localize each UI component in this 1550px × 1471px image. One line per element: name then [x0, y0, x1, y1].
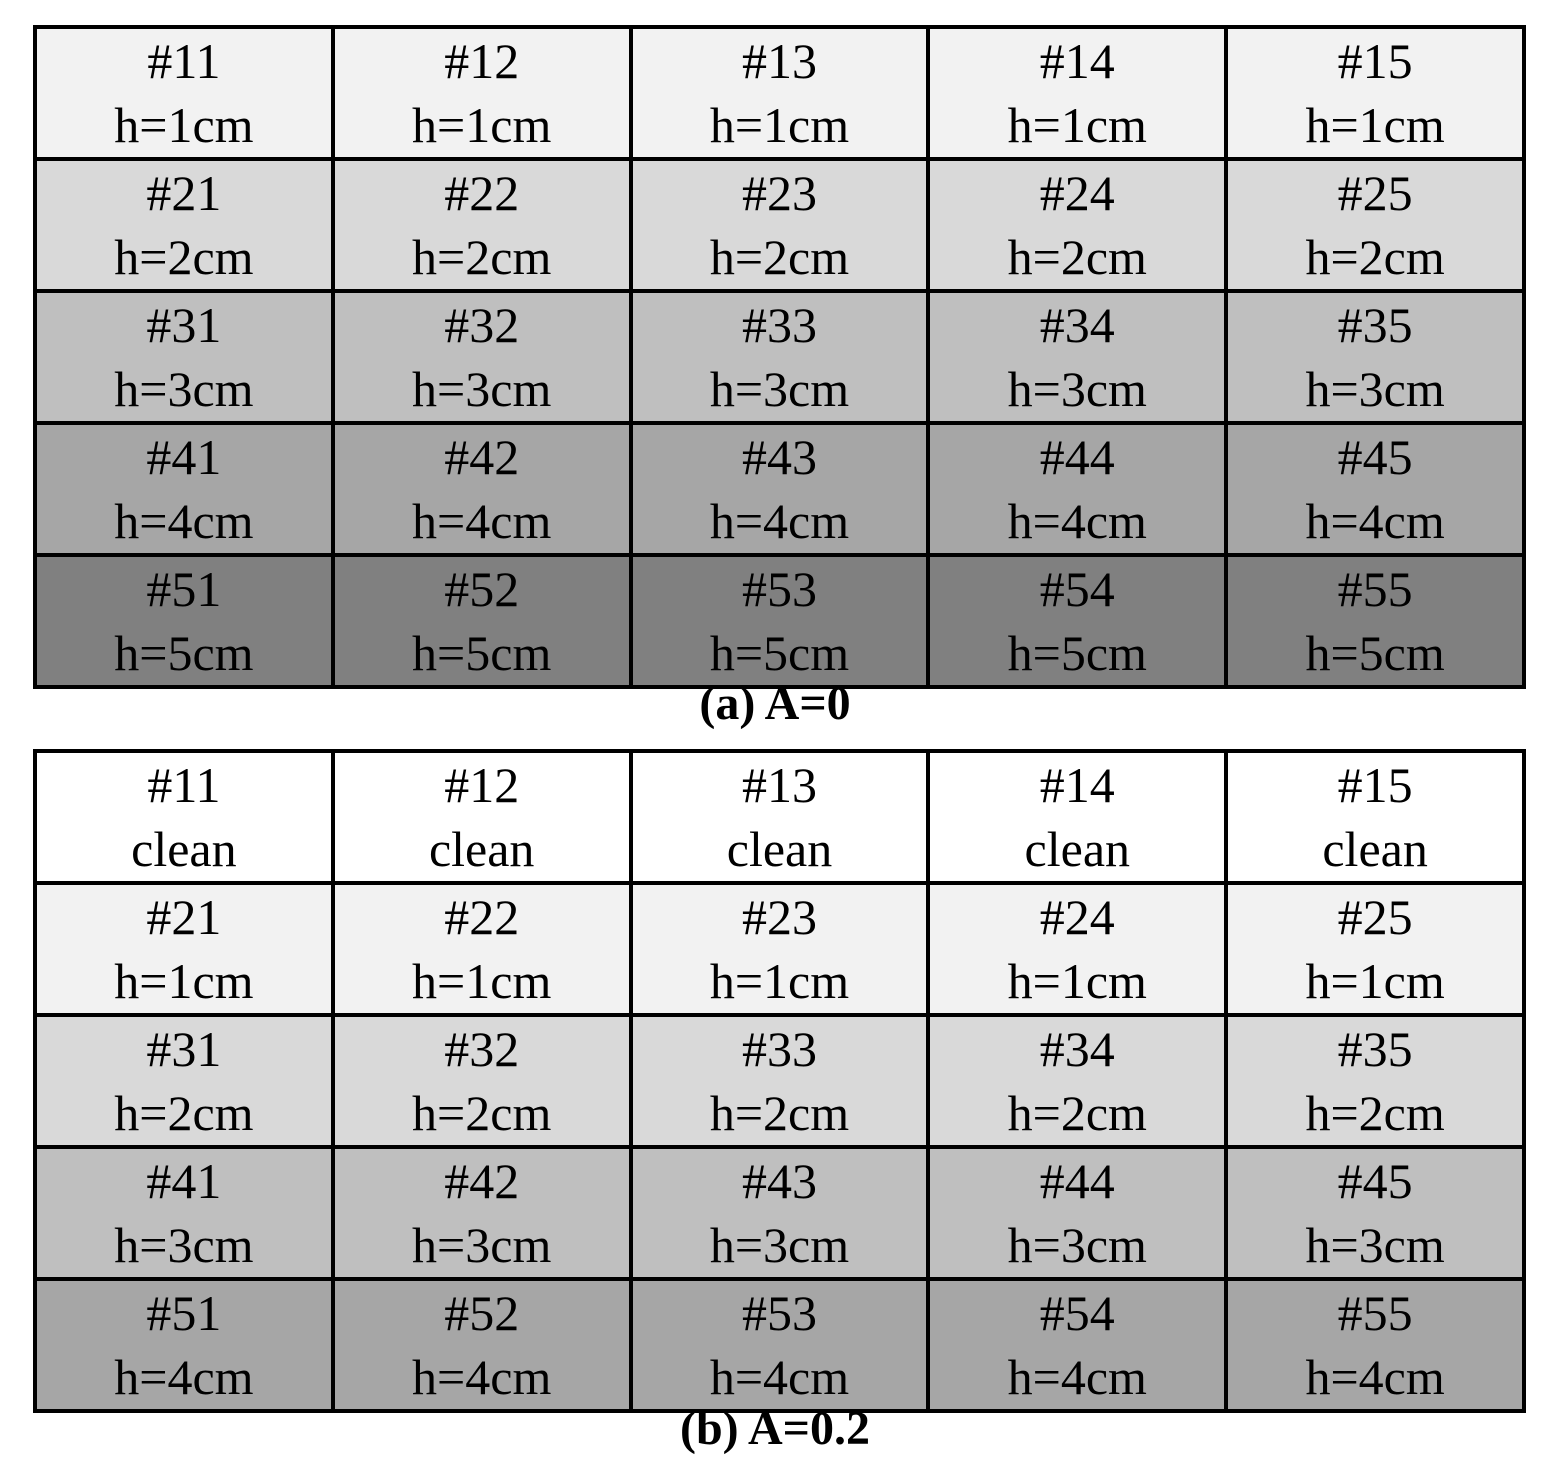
- cell-id: #44: [1039, 429, 1115, 485]
- grid-cell: [928, 555, 1226, 687]
- cell-label: h=3cm: [412, 361, 552, 417]
- cell-id: #42: [444, 1153, 520, 1209]
- cell-id: #13: [741, 33, 817, 89]
- cell-label: h=4cm: [1007, 493, 1147, 549]
- cell-label: h=3cm: [114, 361, 254, 417]
- cell-id: #34: [1039, 297, 1115, 353]
- cell-id: #32: [444, 297, 520, 353]
- grid-row: [35, 423, 1524, 555]
- cell-id: #22: [444, 889, 520, 945]
- grid-cell: [928, 1147, 1226, 1279]
- grid-cell: [1226, 883, 1524, 1015]
- grid-cell: [35, 883, 333, 1015]
- cell-label: h=4cm: [412, 1349, 552, 1405]
- cell-id: #12: [444, 757, 520, 813]
- cell-id: #44: [1039, 1153, 1115, 1209]
- grid-cell: [928, 159, 1226, 291]
- grid-cell: [928, 423, 1226, 555]
- cell-id: #33: [741, 297, 817, 353]
- cell-label: h=2cm: [1007, 229, 1147, 285]
- cell-id: #42: [444, 429, 520, 485]
- grid-cell: [631, 159, 929, 291]
- grid-cell: [35, 423, 333, 555]
- grid-cell: [1226, 555, 1524, 687]
- cell-id: #23: [741, 165, 817, 221]
- cell-id: #34: [1039, 1021, 1115, 1077]
- grid-cell: [928, 1279, 1226, 1411]
- cell-id: #13: [741, 757, 817, 813]
- grid-cell: [631, 423, 929, 555]
- cell-label: h=5cm: [709, 625, 850, 681]
- cell-label: h=2cm: [412, 229, 552, 285]
- cell-id: #21: [146, 165, 222, 221]
- grid-cell: [333, 751, 631, 883]
- cell-label: h=1cm: [114, 97, 254, 153]
- grid-cell: [333, 27, 631, 159]
- cell-label: h=4cm: [114, 493, 254, 549]
- cell-label: h=5cm: [1305, 625, 1445, 681]
- cell-label: h=1cm: [1007, 953, 1147, 1009]
- grid-cell: [35, 291, 333, 423]
- cell-label: h=4cm: [709, 1349, 850, 1405]
- cell-id: #31: [146, 1021, 222, 1077]
- cell-id: #15: [1337, 757, 1413, 813]
- grid-row: [35, 751, 1524, 883]
- cell-label: h=1cm: [709, 953, 850, 1009]
- cell-id: #11: [147, 757, 221, 813]
- grid-cell: [1226, 1147, 1524, 1279]
- grid-cell: [1226, 1015, 1524, 1147]
- cell-label: h=3cm: [1305, 1217, 1445, 1273]
- grid-cell: [631, 27, 929, 159]
- cell-label: h=1cm: [114, 953, 254, 1009]
- cell-id: #45: [1337, 429, 1413, 485]
- grid-cell: [928, 1015, 1226, 1147]
- grid-cell: [1226, 27, 1524, 159]
- cell-label: h=2cm: [1305, 229, 1445, 285]
- cell-id: #51: [146, 561, 222, 617]
- cell-id: #41: [146, 1153, 222, 1209]
- cell-id: #43: [741, 429, 817, 485]
- cell-id: #45: [1337, 1153, 1413, 1209]
- cell-id: #43: [741, 1153, 817, 1209]
- cell-id: #33: [741, 1021, 817, 1077]
- cell-label: h=5cm: [412, 625, 552, 681]
- cell-id: #25: [1337, 165, 1413, 221]
- grid-cell: [1226, 1279, 1524, 1411]
- cell-label: h=1cm: [1305, 97, 1445, 153]
- cell-label: h=4cm: [1305, 1349, 1445, 1405]
- cell-id: #15: [1337, 33, 1413, 89]
- grid-cell: [35, 555, 333, 687]
- cell-id: #24: [1039, 165, 1115, 221]
- cell-label: h=4cm: [412, 493, 552, 549]
- cell-id: #12: [444, 33, 520, 89]
- cell-id: #52: [444, 561, 520, 617]
- grid-cell: [333, 555, 631, 687]
- grid-row: [35, 1279, 1524, 1411]
- cell-label: h=2cm: [412, 1085, 552, 1141]
- grid-cell: [333, 1015, 631, 1147]
- cell-label: clean: [1322, 821, 1428, 877]
- grid-cell: [333, 1279, 631, 1411]
- cell-label: clean: [1024, 821, 1131, 877]
- cell-id: #35: [1337, 297, 1413, 353]
- grid-cell: [35, 27, 333, 159]
- grid-cell: [333, 159, 631, 291]
- grid-row: [35, 291, 1524, 423]
- cell-id: #53: [741, 1285, 817, 1341]
- cell-label: h=3cm: [1007, 361, 1147, 417]
- cell-label: h=2cm: [709, 229, 850, 285]
- cell-id: #14: [1039, 757, 1115, 813]
- cell-id: #32: [444, 1021, 520, 1077]
- cell-id: #55: [1337, 1285, 1413, 1341]
- cell-id: #54: [1039, 561, 1115, 617]
- caption-panel-b: (b) A=0.2: [679, 1402, 871, 1455]
- cell-label: h=4cm: [1007, 1349, 1147, 1405]
- cell-label: h=2cm: [114, 1085, 254, 1141]
- grid-cell: [631, 883, 929, 1015]
- grid-cell: [631, 1279, 929, 1411]
- grid-cell: [35, 159, 333, 291]
- grid-cell: [928, 291, 1226, 423]
- grid-cell: [35, 1015, 333, 1147]
- cell-label: h=3cm: [709, 361, 850, 417]
- cell-id: #54: [1039, 1285, 1115, 1341]
- grid-cell: [1226, 751, 1524, 883]
- cell-id: #24: [1039, 889, 1115, 945]
- cell-id: #14: [1039, 33, 1115, 89]
- cell-label: h=3cm: [1305, 361, 1445, 417]
- cell-id: #53: [741, 561, 817, 617]
- grid-row: [35, 1147, 1524, 1279]
- grid-row: [35, 1015, 1524, 1147]
- grid-cell: [333, 1147, 631, 1279]
- cell-label: h=2cm: [709, 1085, 850, 1141]
- cell-label: h=4cm: [1305, 493, 1445, 549]
- cell-label: h=1cm: [1007, 97, 1147, 153]
- cell-id: #41: [146, 429, 222, 485]
- cell-label: h=1cm: [709, 97, 850, 153]
- grid-row: [35, 159, 1524, 291]
- grid-row: [35, 883, 1524, 1015]
- grid-cell: [1226, 423, 1524, 555]
- grid-cell: [35, 1279, 333, 1411]
- cell-id: #55: [1337, 561, 1413, 617]
- cell-label: h=2cm: [114, 229, 254, 285]
- cell-label: h=5cm: [114, 625, 254, 681]
- cell-label: h=2cm: [1305, 1085, 1445, 1141]
- grid-cell: [631, 1147, 929, 1279]
- cell-label: h=3cm: [114, 1217, 254, 1273]
- cell-label: clean: [726, 821, 833, 877]
- grid-cell: [631, 555, 929, 687]
- cell-id: #51: [146, 1285, 222, 1341]
- grid-cell: [333, 291, 631, 423]
- cell-label: clean: [131, 821, 237, 877]
- cell-label: h=2cm: [1007, 1085, 1147, 1141]
- grid-cell: [631, 1015, 929, 1147]
- grid-cell: [928, 751, 1226, 883]
- grid-panel-a: [33, 25, 1526, 689]
- cell-id: #31: [146, 297, 222, 353]
- grid-cell: [928, 27, 1226, 159]
- cell-label: h=1cm: [1305, 953, 1445, 1009]
- grid-panel-b: [33, 749, 1526, 1413]
- cell-id: #25: [1337, 889, 1413, 945]
- cell-id: #21: [146, 889, 222, 945]
- cell-id: #22: [444, 165, 520, 221]
- grid-cell: [1226, 159, 1524, 291]
- grid-row: [35, 555, 1524, 687]
- cell-label: h=1cm: [412, 97, 552, 153]
- cell-label: h=5cm: [1007, 625, 1147, 681]
- grid-cell: [631, 751, 929, 883]
- cell-label: h=4cm: [709, 493, 850, 549]
- grid-cell: [631, 291, 929, 423]
- cell-label: h=3cm: [1007, 1217, 1147, 1273]
- cell-label: h=3cm: [709, 1217, 850, 1273]
- cell-id: #35: [1337, 1021, 1413, 1077]
- grid-cell: [1226, 291, 1524, 423]
- cell-label: h=4cm: [114, 1349, 254, 1405]
- cell-label: clean: [428, 821, 535, 877]
- grid-row: [35, 27, 1524, 159]
- caption-panel-a: (a) A=0: [699, 677, 851, 730]
- grid-cell: [35, 751, 333, 883]
- cell-id: #52: [444, 1285, 520, 1341]
- cell-id: #23: [741, 889, 817, 945]
- grid-cell: [333, 423, 631, 555]
- cell-label: h=1cm: [412, 953, 552, 1009]
- grid-cell: [333, 883, 631, 1015]
- cell-id: #11: [147, 33, 221, 89]
- grid-cell: [928, 883, 1226, 1015]
- cell-label: h=3cm: [412, 1217, 552, 1273]
- grid-cell: [35, 1147, 333, 1279]
